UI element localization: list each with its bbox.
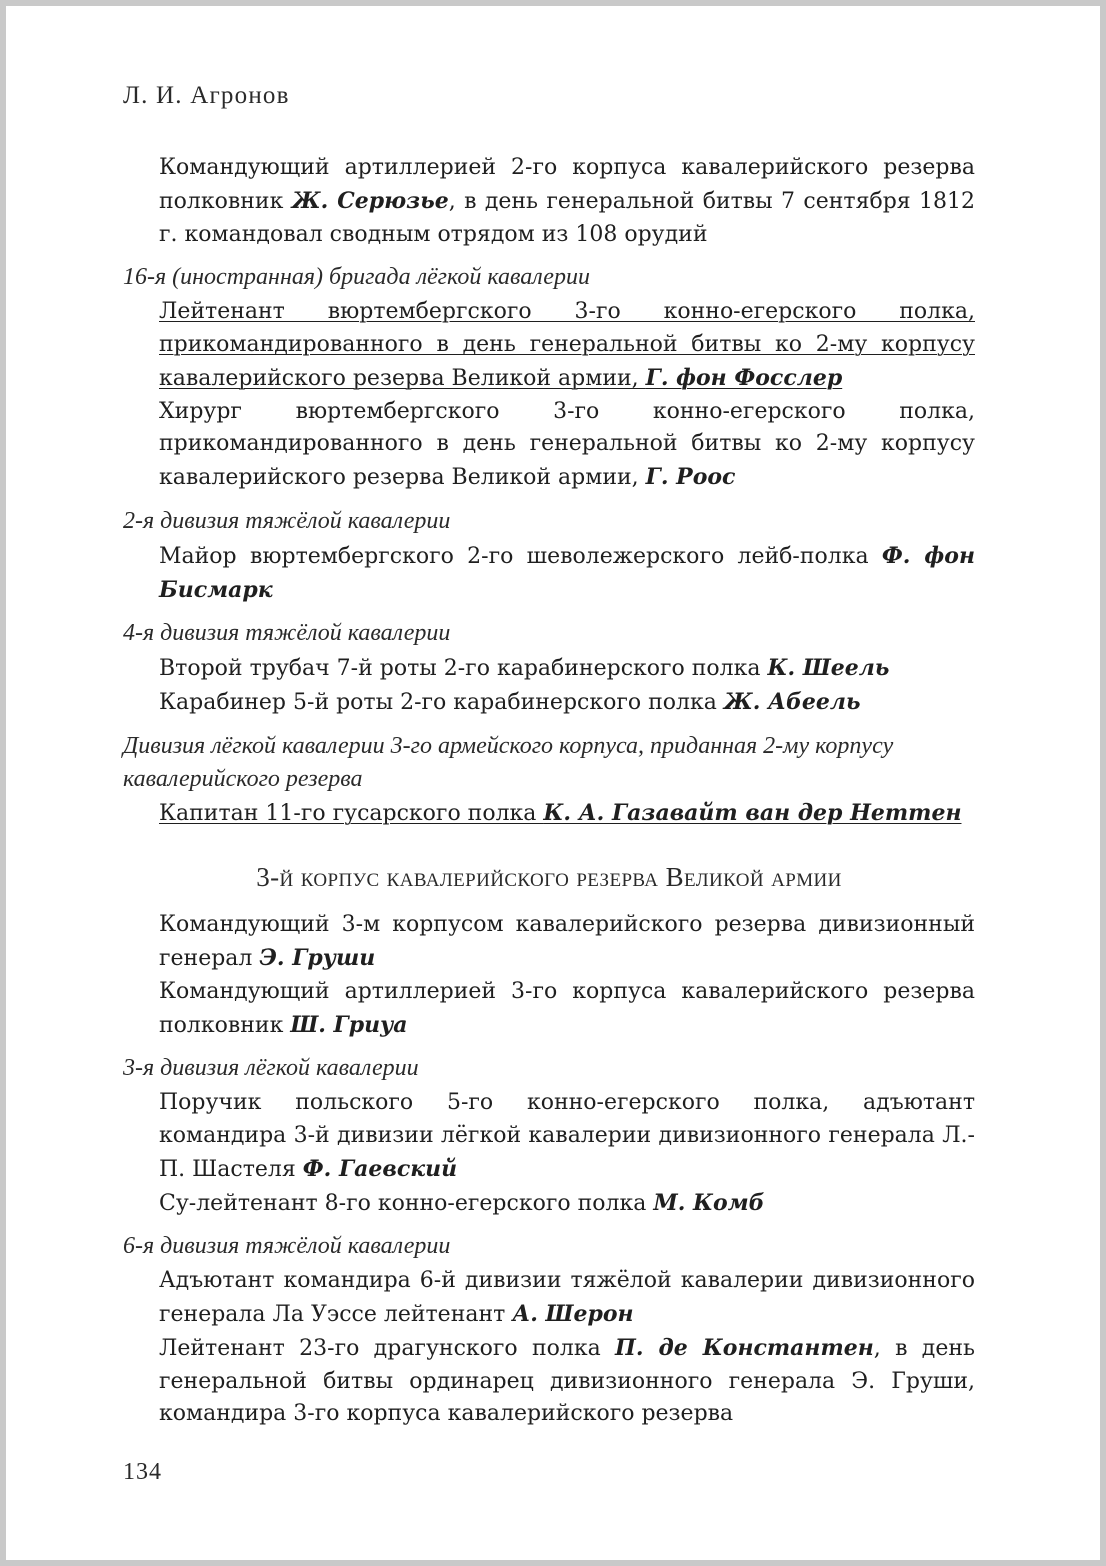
entry-serurier bbox=[159, 152, 975, 251]
person-name: Ф. Гаевский bbox=[302, 1155, 458, 1182]
book-page bbox=[6, 6, 1100, 1560]
entry-text: Капитан 11-го гусарского полка bbox=[159, 801, 544, 827]
underlined-entry bbox=[159, 299, 975, 391]
person-name: Г. Роос bbox=[645, 464, 736, 491]
entry-text: Хирург вюртембергского 3-го конно-егерского полка, прикомандированного в день генеральной битвы ко 2-му корпусу кавалерийского резерва Великой армии, bbox=[159, 398, 975, 491]
entry-griois bbox=[159, 976, 975, 1043]
entry-vossler bbox=[159, 296, 975, 395]
person-name: А. Шерон bbox=[512, 1300, 634, 1327]
entry-text: Адъютант командира 6-й дивизии тяжёлой кавалерии дивизионного генерала Ла Уэссе лейтенант bbox=[159, 1268, 975, 1327]
page-content bbox=[123, 152, 975, 1431]
unit-heading: 4-я дивизия тяжёлой кавалерии bbox=[123, 620, 451, 647]
entry-text: Командующий 3-м корпусом кавалерийского резерва дивизионный генерал bbox=[159, 912, 975, 971]
entry-text: Су-лейтенант 8-го конно-егерского полка bbox=[159, 1190, 654, 1216]
entry-abeel bbox=[159, 686, 975, 720]
running-head: Л. И. Агронов bbox=[123, 82, 290, 109]
entry-scheel bbox=[159, 652, 975, 686]
person-name: К. Шеель bbox=[767, 655, 890, 682]
entry-bismarck bbox=[159, 540, 975, 608]
unit-heading: Дивизия лёгкой кавалерии 3-го армейского корпуса, приданная 2-му корпусу кавалерийского резерва bbox=[123, 732, 894, 792]
unit-heading: 16-я (иностранная) бригада лёгкой кавалерии bbox=[123, 264, 590, 291]
entry-netten bbox=[159, 797, 975, 831]
entry-text: Командующий артиллерией 2-го корпуса кавалерийского резерва полковник bbox=[159, 155, 975, 214]
entry-text: , в день генеральной битвы ординарец дивизионного генерала Э. Груши, командира 3-го корпуса кавалерийского резерва bbox=[159, 1335, 975, 1427]
corps-title: 3-й корпус кавалерийского резерва Великой армии bbox=[256, 862, 842, 893]
entry-text: Командующий артиллерией 3-го корпуса кавалерийского резерва полковник bbox=[159, 978, 975, 1038]
entry-text: Поручик польского 5-го конно-егерского полка, адъютант командира 3-й дивизии лёгкой кавалерии дивизионного генерала Л.-П. Шастеля bbox=[159, 1090, 975, 1182]
person-name: Ж. Серюзье bbox=[291, 187, 449, 214]
underlined-entry bbox=[159, 801, 961, 826]
entry-combe bbox=[159, 1187, 975, 1221]
person-name: Ж. Абеель bbox=[723, 688, 861, 715]
entry-cheron bbox=[159, 1265, 975, 1332]
person-name: Э. Груши bbox=[259, 944, 376, 971]
person-name: Ш. Гриуа bbox=[290, 1011, 408, 1038]
entry-text: Лейтенант 23-го драгунского полка bbox=[159, 1335, 616, 1361]
person-name: П. де Константен bbox=[615, 1334, 874, 1361]
person-name: К. А. Газавайт ван дер Неттен bbox=[543, 800, 962, 827]
unit-heading: 6-я дивизия тяжёлой кавалерии bbox=[123, 1233, 451, 1260]
unit-heading: 3-я дивизия лёгкой кавалерии bbox=[123, 1055, 419, 1082]
entry-text: , в день генеральной битвы 7 сентября 1812 г. командовал сводным отрядом из 108 орудий bbox=[159, 188, 975, 247]
entry-grouchy bbox=[159, 909, 975, 976]
entry-text: Карабинер 5-й роты 2-го карабинерского полка bbox=[159, 689, 724, 715]
person-name: Ф. фон Бисмарк bbox=[159, 542, 975, 603]
page-number: 134 bbox=[123, 1459, 162, 1485]
unit-heading: 2-я дивизия тяжёлой кавалерии bbox=[123, 507, 451, 534]
entry-roos bbox=[159, 396, 975, 495]
entry-text: Лейтенант вюртембергского 3-го конно-егерского полка, прикомандированного в день генеральной битвы ко 2-му корпусу кавалерийского резерва Великой армии, bbox=[159, 299, 975, 391]
entry-text: Майор вюртембергского 2-го шеволежерского лейб-полка bbox=[159, 543, 882, 569]
entry-text: Второй трубач 7-й роты 2-го карабинерского полка bbox=[159, 656, 768, 682]
entry-constantin bbox=[159, 1332, 975, 1431]
person-name: М. Комб bbox=[653, 1189, 765, 1216]
person-name: Г. фон Фосслер bbox=[645, 364, 843, 391]
entry-gaevsky bbox=[159, 1087, 975, 1186]
